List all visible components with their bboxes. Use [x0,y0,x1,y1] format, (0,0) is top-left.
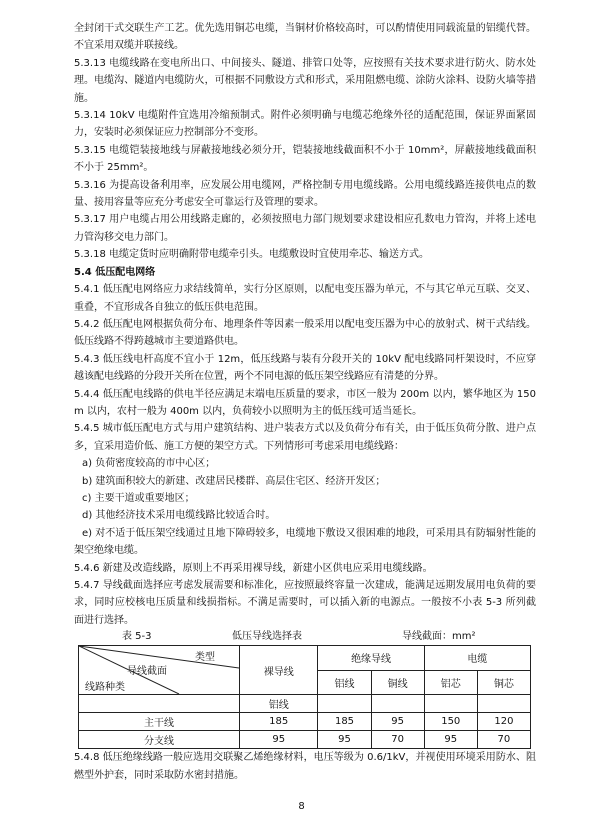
table-cell [318,695,371,713]
sub-header: 铝线 [318,670,371,695]
table-cell [477,695,530,713]
table-cell: 95 [318,731,371,749]
table-cell: 70 [371,731,424,749]
clause-5-3-17: 5.3.17 用户电缆占用公用线路走廊的，必须按照电力部门规划要求建设相应孔数电力管沟，并将上述电力管沟移交电力部门。 [74,214,536,243]
table-caption [74,629,536,645]
clause-5-4-5: 5.4.5 城市低压配电方式与用户建筑结构、进户装表方式以及负荷分布有关，由于低压负荷分散、进户点多，宜采用造价低、施工方便的架空方式。下列情形可考虑采用电缆线路： [74,423,536,452]
table-cell: 95 [240,731,318,749]
diag-line-kind-label: 线路种类 [85,682,125,694]
table-unit: 导线截面：mm² [402,631,476,643]
clause-5-4-7: 5.4.7 导线截面选择应考虑发展需要和标准化，应按照最终容量一次建成，能满足远期发展用电负荷的要求，同时应校核电压质量和线损指标。不满足需要时，可以插入新的电源点。一般按不小表 5-3 所列截面进行选择。 [74,580,536,626]
table-cell: 70 [477,731,530,749]
clause-5-3-18: 5.3.18 电缆定货时应明确附带电缆牵引头。电缆敷设时宜使用牵芯、输送方式。 [74,249,429,261]
table-cell: 120 [477,713,530,731]
table-cell: 95 [424,731,477,749]
list-item: b) 建筑面积较大的新建、改建居民楼群、高层住宅区、经济开发区； [82,475,386,487]
row-spacer [79,695,240,713]
clause-5-4-3: 5.4.3 低压线电杆高度不宜小于 12m，低压线路与装有分段开关的 10kV 配电线路同杆架设时，不应穿越该配电线路的分段开关所在位置，两个不同电源的低压架空线路应有清楚的分界。 [74,353,536,383]
table-cell: 95 [371,713,424,731]
sub-header: 铝芯 [424,670,477,695]
list-item: a) 负荷密度较高的市中心区； [82,458,216,470]
clause-5-4-6: 5.4.6 新建及改造线路，原则上不再采用裸导线，新建小区供电应采用电缆线路。 [74,562,433,574]
page-number: 8 [298,801,305,812]
paragraph: 全封闭干式交联生产工艺。优先选用铜芯电缆，当铜材价格较高时，可以酌情使用同载流量的铝缆代替。不宜采用双缆并联接线。 [74,23,536,52]
document-page [74,20,536,784]
row-label: 主干线 [79,713,240,731]
list-item: d) 其他经济技术采用电缆线路比较适合时。 [82,510,276,522]
clause-5-4-8: 5.4.8 低压绝缘线路一般应选用交联聚乙烯绝缘材料，电压等级为 0.6/1kV，并视使用环境采用防水、阻燃型外护套，同时采取防水密封措施。 [74,752,536,781]
row-label: 分支线 [79,731,240,749]
section-heading: 5.4 低压配电网络 [74,266,156,278]
table-cell: 185 [240,713,318,731]
clause-5-4-1: 5.4.1 低压配电网络应力求结线简单，实行分区原则，以配电变压器为单元，不与其它单元互联、交叉、重叠，不宜形成各自独立的低压供电范围。 [74,284,536,313]
diag-section-label: 导线截面 [127,666,167,678]
conductor-table [78,645,531,749]
clause-5-3-13: 5.3.13 电缆线路在变电所出口、中间接头、隧道、排管口处等，应按照有关技术要求进行防火、防水处理。电缆沟、隧道内电缆防火，可根据不同敷设方式和形式，采用阻燃电缆、涂防火涂料、设防火墙等措施。 [74,57,536,104]
table-title: 低压导线选择表 [232,631,302,643]
table-row [79,731,531,749]
list-item: c) 主要干道或重要地区； [82,492,195,504]
sub-header: 铝线 [240,695,318,713]
group-header: 绝缘导线 [318,646,424,671]
group-header: 裸导线 [240,646,318,695]
sub-header: 铜芯 [477,670,530,695]
table-cell: 185 [318,713,371,731]
clause-5-4-4: 5.4.4 低压配电线路的供电半径应满足末端电压质量的要求，市区一般为 200m 以内，繁华地区为 150m 以内，农村一般为 400m 以内，负荷较小以照明为主的低压线可适当延长。 [74,388,536,417]
clause-5-3-16: 5.3.16 为提高设备利用率，应发展公用电缆网，严格控制专用电缆线路。公用电缆线路连接供电点的数量、接用容量等应充分考虑安全可靠运行及管理的要求。 [74,179,536,209]
clause-5-3-14: 5.3.14 10kV 电缆附件宜选用冷缩预制式。附件必须明确与电缆芯绝缘外径的适配范围，保证界面紧固力，安装时必须保证应力控制部分不变形。 [74,110,536,139]
clause-5-3-15: 5.3.15 电缆铠装接地线与屏蔽接地线必须分开，铠装接地线截面积不小于 10mm²，屏蔽接地线截面积不小于 25mm²。 [74,144,536,174]
table-cell [424,695,477,713]
group-header: 电缆 [424,646,530,671]
table-number: 表 5-3 [122,631,152,643]
table-cell [371,695,424,713]
clause-5-4-2: 5.4.2 低压配电网根据负荷分布、地理条件等因素一般采用以配电变压器为中心的放射式、树干式结线。低压线路不得跨越城市主要道路供电。 [74,318,536,348]
diagonal-header [79,646,240,695]
table-cell: 150 [424,713,477,731]
diag-type-label: 类型 [195,652,215,664]
list-item: e) 对不适于低压架空线通过且地下障碍较多，电缆地下敷设又很困难的地段，可采用具有防辐射性能的架空绝缘电缆。 [74,527,536,557]
sub-header: 铜线 [371,670,424,695]
table-row [79,713,531,731]
